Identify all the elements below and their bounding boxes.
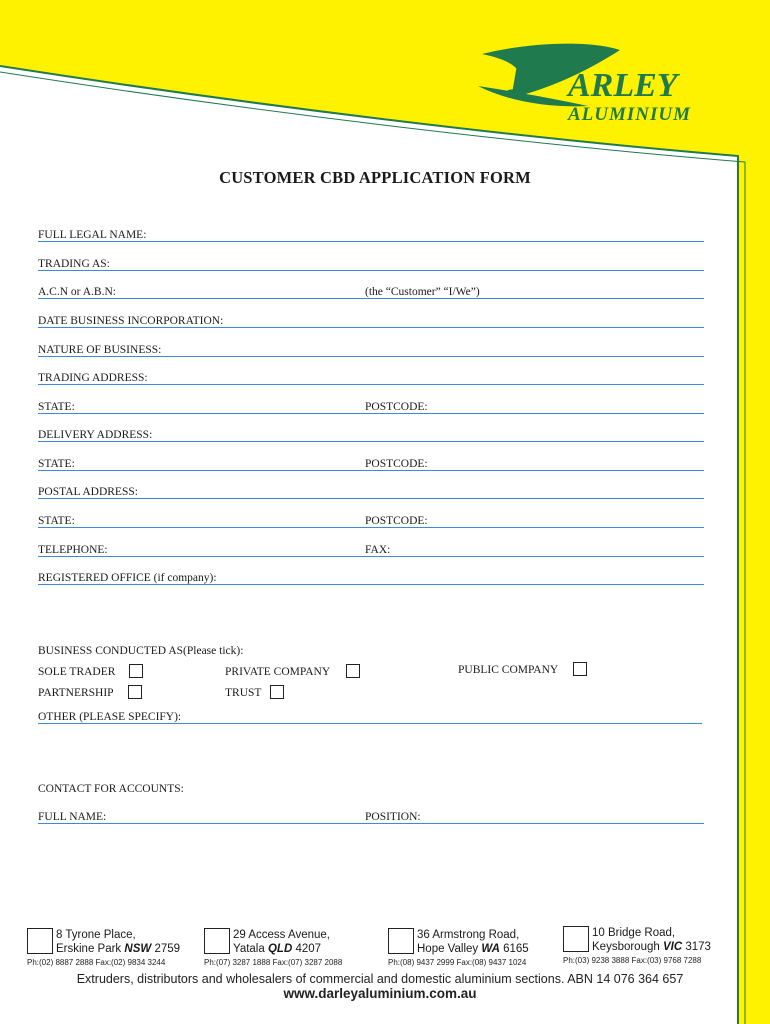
branch-qld-suburb: Yatala: [233, 943, 265, 955]
branch-nsw-suburb-line: [56, 942, 180, 956]
trust-checkbox[interactable]: [270, 685, 284, 699]
private-company-checkbox[interactable]: [346, 664, 360, 678]
trading-postcode-label: POSTCODE:: [365, 401, 428, 413]
delivery-address-label: DELIVERY ADDRESS:: [38, 429, 153, 441]
partnership-label: PARTNERSHIP: [38, 687, 114, 699]
branch-nsw-state: NSW: [124, 943, 152, 955]
branch-wa-address: [417, 928, 529, 956]
date-incorporation-label: DATE BUSINESS INCORPORATION:: [38, 315, 224, 327]
partnership-checkbox[interactable]: [128, 685, 142, 699]
branch-nsw-street: 8 Tyrone Place,: [56, 929, 136, 941]
business-conducted-heading: BUSINESS CONDUCTED AS(Please tick):: [38, 645, 244, 657]
full-legal-name-field[interactable]: [38, 241, 704, 242]
branch-vic-suburb: Keysborough: [592, 941, 660, 953]
fax-label: FAX:: [365, 544, 391, 556]
logo-initial: D: [508, 43, 549, 105]
date-incorporation-field[interactable]: [38, 327, 704, 328]
branch-qld-address: [233, 928, 330, 956]
branch-vic-state: VIC: [662, 941, 683, 953]
nature-of-business-label: NATURE OF BUSINESS:: [38, 344, 162, 356]
other-specify-label: OTHER (PLEASE SPECIFY):: [38, 711, 182, 723]
postal-postcode-label: POSTCODE:: [365, 515, 428, 527]
trading-address-field[interactable]: [38, 384, 704, 385]
branch-vic-postcode: 3173: [685, 941, 711, 953]
branch-nsw-phone: Ph:(02) 8887 2888 Fax:(02) 9834 3244: [27, 958, 166, 967]
delivery-postcode-label: POSTCODE:: [365, 458, 428, 470]
acn-abn-label: A.C.N or A.B.N:: [38, 286, 116, 298]
branch-nsw-postcode: 2759: [154, 943, 181, 955]
customer-note: (the “Customer” “I/We”): [365, 286, 480, 298]
telephone-label: TELEPHONE:: [38, 544, 108, 556]
postal-state-label: STATE:: [38, 515, 75, 527]
branch-wa-suburb-line: [417, 942, 529, 956]
branch-wa-marker: [388, 928, 414, 954]
branch-qld-state: QLD: [267, 943, 293, 955]
logo-subtitle: ALUMINIUM: [568, 104, 692, 125]
branch-wa-postcode: 6165: [503, 943, 529, 955]
public-company-label: PUBLIC COMPANY: [458, 664, 559, 676]
delivery-address-field[interactable]: [38, 441, 704, 442]
branch-qld-street: 29 Access Avenue,: [233, 929, 330, 941]
branch-vic-suburb-line: [592, 940, 711, 954]
accounts-position-label: POSITION:: [365, 811, 421, 823]
branch-nsw-marker: [27, 928, 53, 954]
branch-vic-street: 10 Bridge Road,: [592, 927, 676, 939]
delivery-state-label: STATE:: [38, 458, 75, 470]
branch-vic-marker: [563, 926, 589, 952]
postal-state-postcode-field[interactable]: [38, 527, 704, 528]
branch-nsw-address: [56, 928, 180, 956]
registered-office-field[interactable]: [38, 584, 704, 585]
registered-office-label: REGISTERED OFFICE (if company):: [38, 572, 217, 584]
nature-of-business-field[interactable]: [38, 356, 704, 357]
branch-wa-suburb: Hope Valley: [417, 943, 479, 955]
contact-accounts-heading: CONTACT FOR ACCOUNTS:: [38, 783, 184, 795]
branch-wa-state: WA: [481, 943, 500, 955]
public-company-checkbox[interactable]: [573, 662, 587, 676]
accounts-name-position-field[interactable]: [38, 823, 704, 824]
branch-wa-street: 36 Armstrong Road,: [417, 929, 520, 941]
delivery-state-postcode-field[interactable]: [38, 470, 704, 471]
branch-vic-address: [592, 926, 711, 954]
page-title: CUSTOMER CBD APPLICATION FORM: [219, 168, 531, 187]
trading-state-postcode-field[interactable]: [38, 413, 704, 414]
branch-qld-suburb-line: [233, 942, 330, 956]
trust-label: TRUST: [225, 687, 262, 699]
telephone-fax-field[interactable]: [38, 556, 704, 557]
postal-address-label: POSTAL ADDRESS:: [38, 486, 138, 498]
branch-qld-phone: Ph:(07) 3287 1888 Fax:(07) 3287 2088: [204, 958, 343, 967]
branch-qld-marker: [204, 928, 230, 954]
branch-wa-phone: Ph:(08) 9437 2999 Fax:(08) 9437 1024: [388, 958, 527, 967]
full-legal-name-label: FULL LEGAL NAME:: [38, 229, 147, 241]
branch-qld-postcode: 4207: [295, 943, 322, 955]
sole-trader-label: SOLE TRADER: [38, 666, 116, 678]
postal-address-field[interactable]: [38, 498, 704, 499]
private-company-label: PRIVATE COMPANY: [225, 666, 331, 678]
other-specify-field[interactable]: [38, 723, 702, 724]
trading-as-label: TRADING AS:: [38, 258, 110, 270]
trading-as-field[interactable]: [38, 270, 704, 271]
branch-nsw-suburb: Erskine Park: [56, 943, 122, 955]
acn-abn-field[interactable]: [38, 298, 704, 299]
trading-state-label: STATE:: [38, 401, 75, 413]
accounts-full-name-label: FULL NAME:: [38, 811, 107, 823]
branch-vic-phone: Ph:(03) 9238 3888 Fax:(03) 9768 7288: [563, 956, 702, 965]
trading-address-label: TRADING ADDRESS:: [38, 372, 148, 384]
footer-tagline: Extruders, distributors and wholesalers of commercial and domestic aluminium sections. ABN 14 076 364 657: [76, 972, 684, 986]
sole-trader-checkbox[interactable]: [129, 664, 143, 678]
darley-logo: [470, 36, 750, 128]
logo-wordmark: ARLEY: [568, 67, 678, 104]
footer-website-link[interactable]: www.darleyaluminium.com.au: [283, 986, 477, 1001]
